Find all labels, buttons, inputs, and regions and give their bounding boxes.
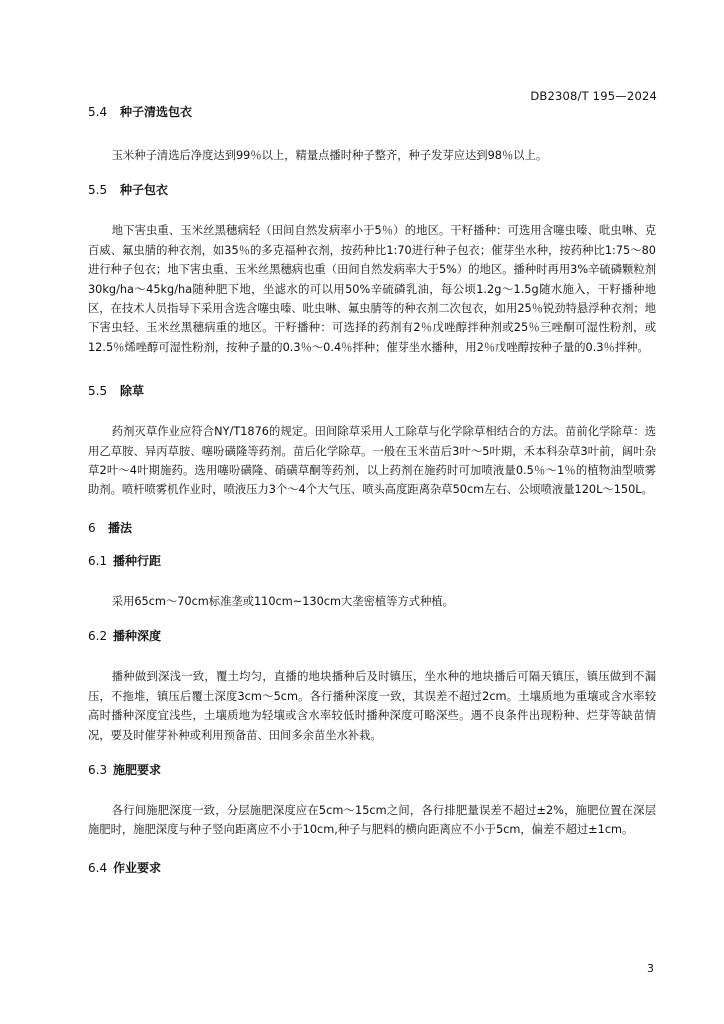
section-heading-6-2 [88,628,656,644]
section-heading-5-4 [88,104,656,120]
document-body [88,104,656,876]
section-number: 5.5 [88,183,108,198]
section-number: 5.5 [88,384,108,399]
section-number: 6.1 [88,553,108,568]
section-number: 6.3 [88,762,108,777]
section-title: 种子包衣 [120,183,169,198]
section-heading-6-1 [88,553,656,569]
section-number: 6.4 [88,860,108,875]
paragraph-weeding: 药剂灭草作业应符合NY/T1876的规定。田间除草采用人工除草与化学除草相结合的方法。苗前化学除草：选用乙草胺、异丙草胺、噻吩磺隆等药剂。苗后化学除草。一般在玉米苗后3叶～5叶期，禾本科杂草3叶前，阔叶杂草2叶～4叶期施药。选用噻吩磺隆、硝磺草酮等药剂，以上药剂在施药时可加喷液量0.5％～1％的植物油型喷雾助剂。喷杆喷雾机作业时，喷液压力3个～4个大气压、喷头高度距离杂草50cm左右、公顷喷液量120L～150L。 [88,425,656,497]
paragraph-sowing-depth: 播种做到深浅一致，覆土均匀，直播的地块播种后及时镇压，坐水种的地块播后可隔天镇压，镇压做到不漏压，不拖堆，镇压后覆土深度3cm～5cm。各行播种深度一致，其误差不超过2cm。土壤质地为重壤或含水率较高时播种深度宜浅些，土壤质地为轻壤或含水率较低时播种深度可略深些。遇不良条件出现粉种、烂芽等缺苗情况，要及时催芽补种或利用预备苗、田间多余苗坐水补栽。 [88,670,656,742]
section-title: 播种深度 [113,629,162,644]
paragraph-seed-cleaning: 玉米种子清选后净度达到99％以上，精量点播时种子整齐，种子发芽应达到98％以上。 [111,149,548,162]
section-number: 6.2 [88,629,108,644]
section-heading-6-3 [88,762,656,778]
paragraph-row-spacing: 采用65cm～70cm标准垄或110cm~130cm大垄密植等方式种植。 [111,594,454,608]
document-code: DB2308/T 195—2024 [530,89,657,103]
section-title: 除草 [120,384,145,399]
section-heading-5-5-weeding [88,383,656,399]
section-heading-6 [88,520,656,536]
section-number: 5.4 [88,105,108,119]
section-title: 播法 [108,520,133,535]
section-number: 6 [88,520,96,535]
paragraph-seed-coating: 地下害虫重、玉米丝黑穗病轻（田间自然发病率小于5％）的地区。干籽播种：可选用含噻虫嗪、吡虫啉、克百威、氟虫腈的种衣剂，如35％的多克福种衣剂，按药种比1:70进行种子包衣；催芽坐水种，按药种比1:75～80进行种子包衣；地下害虫重、玉米丝黑穗病也重（田间自然发病率大于5%）的地区。播种时再用3%辛硫磷颗粒剂30kg/ha～45kg/ha随种肥下地，坐滤水的可以用50%辛硫磷乳油，每公顷1.2g～1.5g随水施入，干籽播种地区，在技术人员指导下采用含选含噻虫嗪、吡虫啉、氟虫腈等的种衣剂二次包衣，如用25％锐劲特悬浮种衣剂；地下害虫轻、玉米丝黑穗病重的地区。干籽播种：可选择的药剂有2％戊唑醇拌种剂或25％三唑酮可湿性粉剂，或12.5％烯唑醇可湿性粉剂，按种子量的0.3％～0.4％拌种；催芽坐水播种，用2％戊唑醇按种子量的0.3％拌种。 [88,224,656,354]
section-heading-6-4 [88,860,656,876]
section-title: 作业要求 [113,860,162,875]
section-title: 施肥要求 [113,762,162,777]
section-title: 播种行距 [113,553,162,568]
section-heading-5-5-coating [88,182,656,198]
section-title: 种子清选包衣 [120,105,193,119]
page-number: 3 [647,962,654,975]
paragraph-fertilization: 各行间施肥深度一致，分层施肥深度应在5cm～15cm之间，各行排肥量误差不超过±2%，施肥位置在深层施肥时，施肥深度与种子竖向距离应不小于10cm,种子与肥料的横向距离应不小于5cm，偏差不超过±1cm。 [88,803,656,837]
